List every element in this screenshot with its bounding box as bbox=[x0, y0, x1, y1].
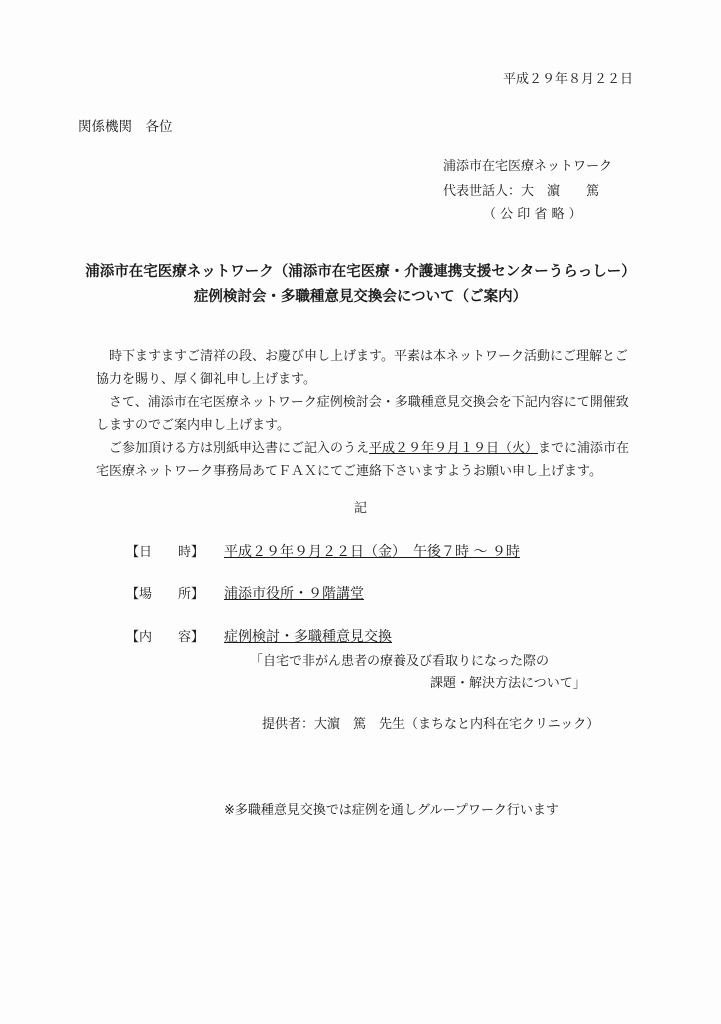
recipients: 関係機関 各位 bbox=[78, 119, 173, 135]
sender-representative: 代表世話人：大 濵 篤 bbox=[443, 184, 600, 199]
document-title-line1: 浦添市在宅医療ネットワーク（浦添市在宅医療・介護連携支援センターうらっしー） bbox=[85, 264, 636, 280]
event-content: 症例検討・多職種意見交換 bbox=[224, 629, 392, 645]
case-topic-line2: 課題・解決方法について」 bbox=[430, 676, 586, 691]
registration-text-after: までに浦添市在宅医療ネットワーク事務局あてＦＡＸにてご連絡下さいますようお願い申し上げます。 bbox=[96, 441, 630, 479]
issue-date: 平成２９年８月２２日 bbox=[502, 72, 633, 87]
registration-paragraph bbox=[96, 437, 636, 483]
sender-organization: 浦添市在宅医療ネットワーク bbox=[443, 159, 613, 174]
announcement-paragraph: さて、浦添市在宅医療ネットワーク症例検討会・多職種意見交換会を下記内容にて開催致しますのでご案内申し上げます。 bbox=[96, 395, 629, 433]
date-label: 【日 時】 bbox=[126, 545, 205, 560]
event-date: 平成２９年９月２２日（金） 午後７時 ～ ９時 bbox=[224, 544, 520, 560]
content-label: 【内 容】 bbox=[126, 630, 205, 645]
document-title-line2: 症例検討会・多職種意見交換会について（ご案内） bbox=[193, 289, 528, 305]
case-topic-line1: 「自宅で非がん患者の療養及び看取りになった際の bbox=[250, 654, 550, 669]
memo-heading: 記 bbox=[353, 501, 367, 516]
event-place: 浦添市役所・９階講堂 bbox=[224, 586, 364, 602]
case-provider: 提供者：大濵 篤 先生（まちなと内科在宅クリニック） bbox=[262, 717, 600, 732]
registration-text-before: ご参加頂ける方は別紙申込書にご記入のうえ bbox=[109, 441, 370, 456]
registration-deadline: 平成２９年９月１９日（火） bbox=[369, 441, 539, 456]
place-label: 【場 所】 bbox=[126, 587, 205, 602]
greeting-paragraph: 時下ますますご清祥の段、お慶び申し上げます。平素は本ネットワーク活動にご理解とご協力を賜り、厚く御礼申し上げます。 bbox=[96, 349, 628, 387]
footnote: ※多職種意見交換では症例を通しグループワーク行います bbox=[224, 803, 559, 818]
seal-omitted-note: （ 公 印 省 略 ） bbox=[483, 207, 582, 222]
